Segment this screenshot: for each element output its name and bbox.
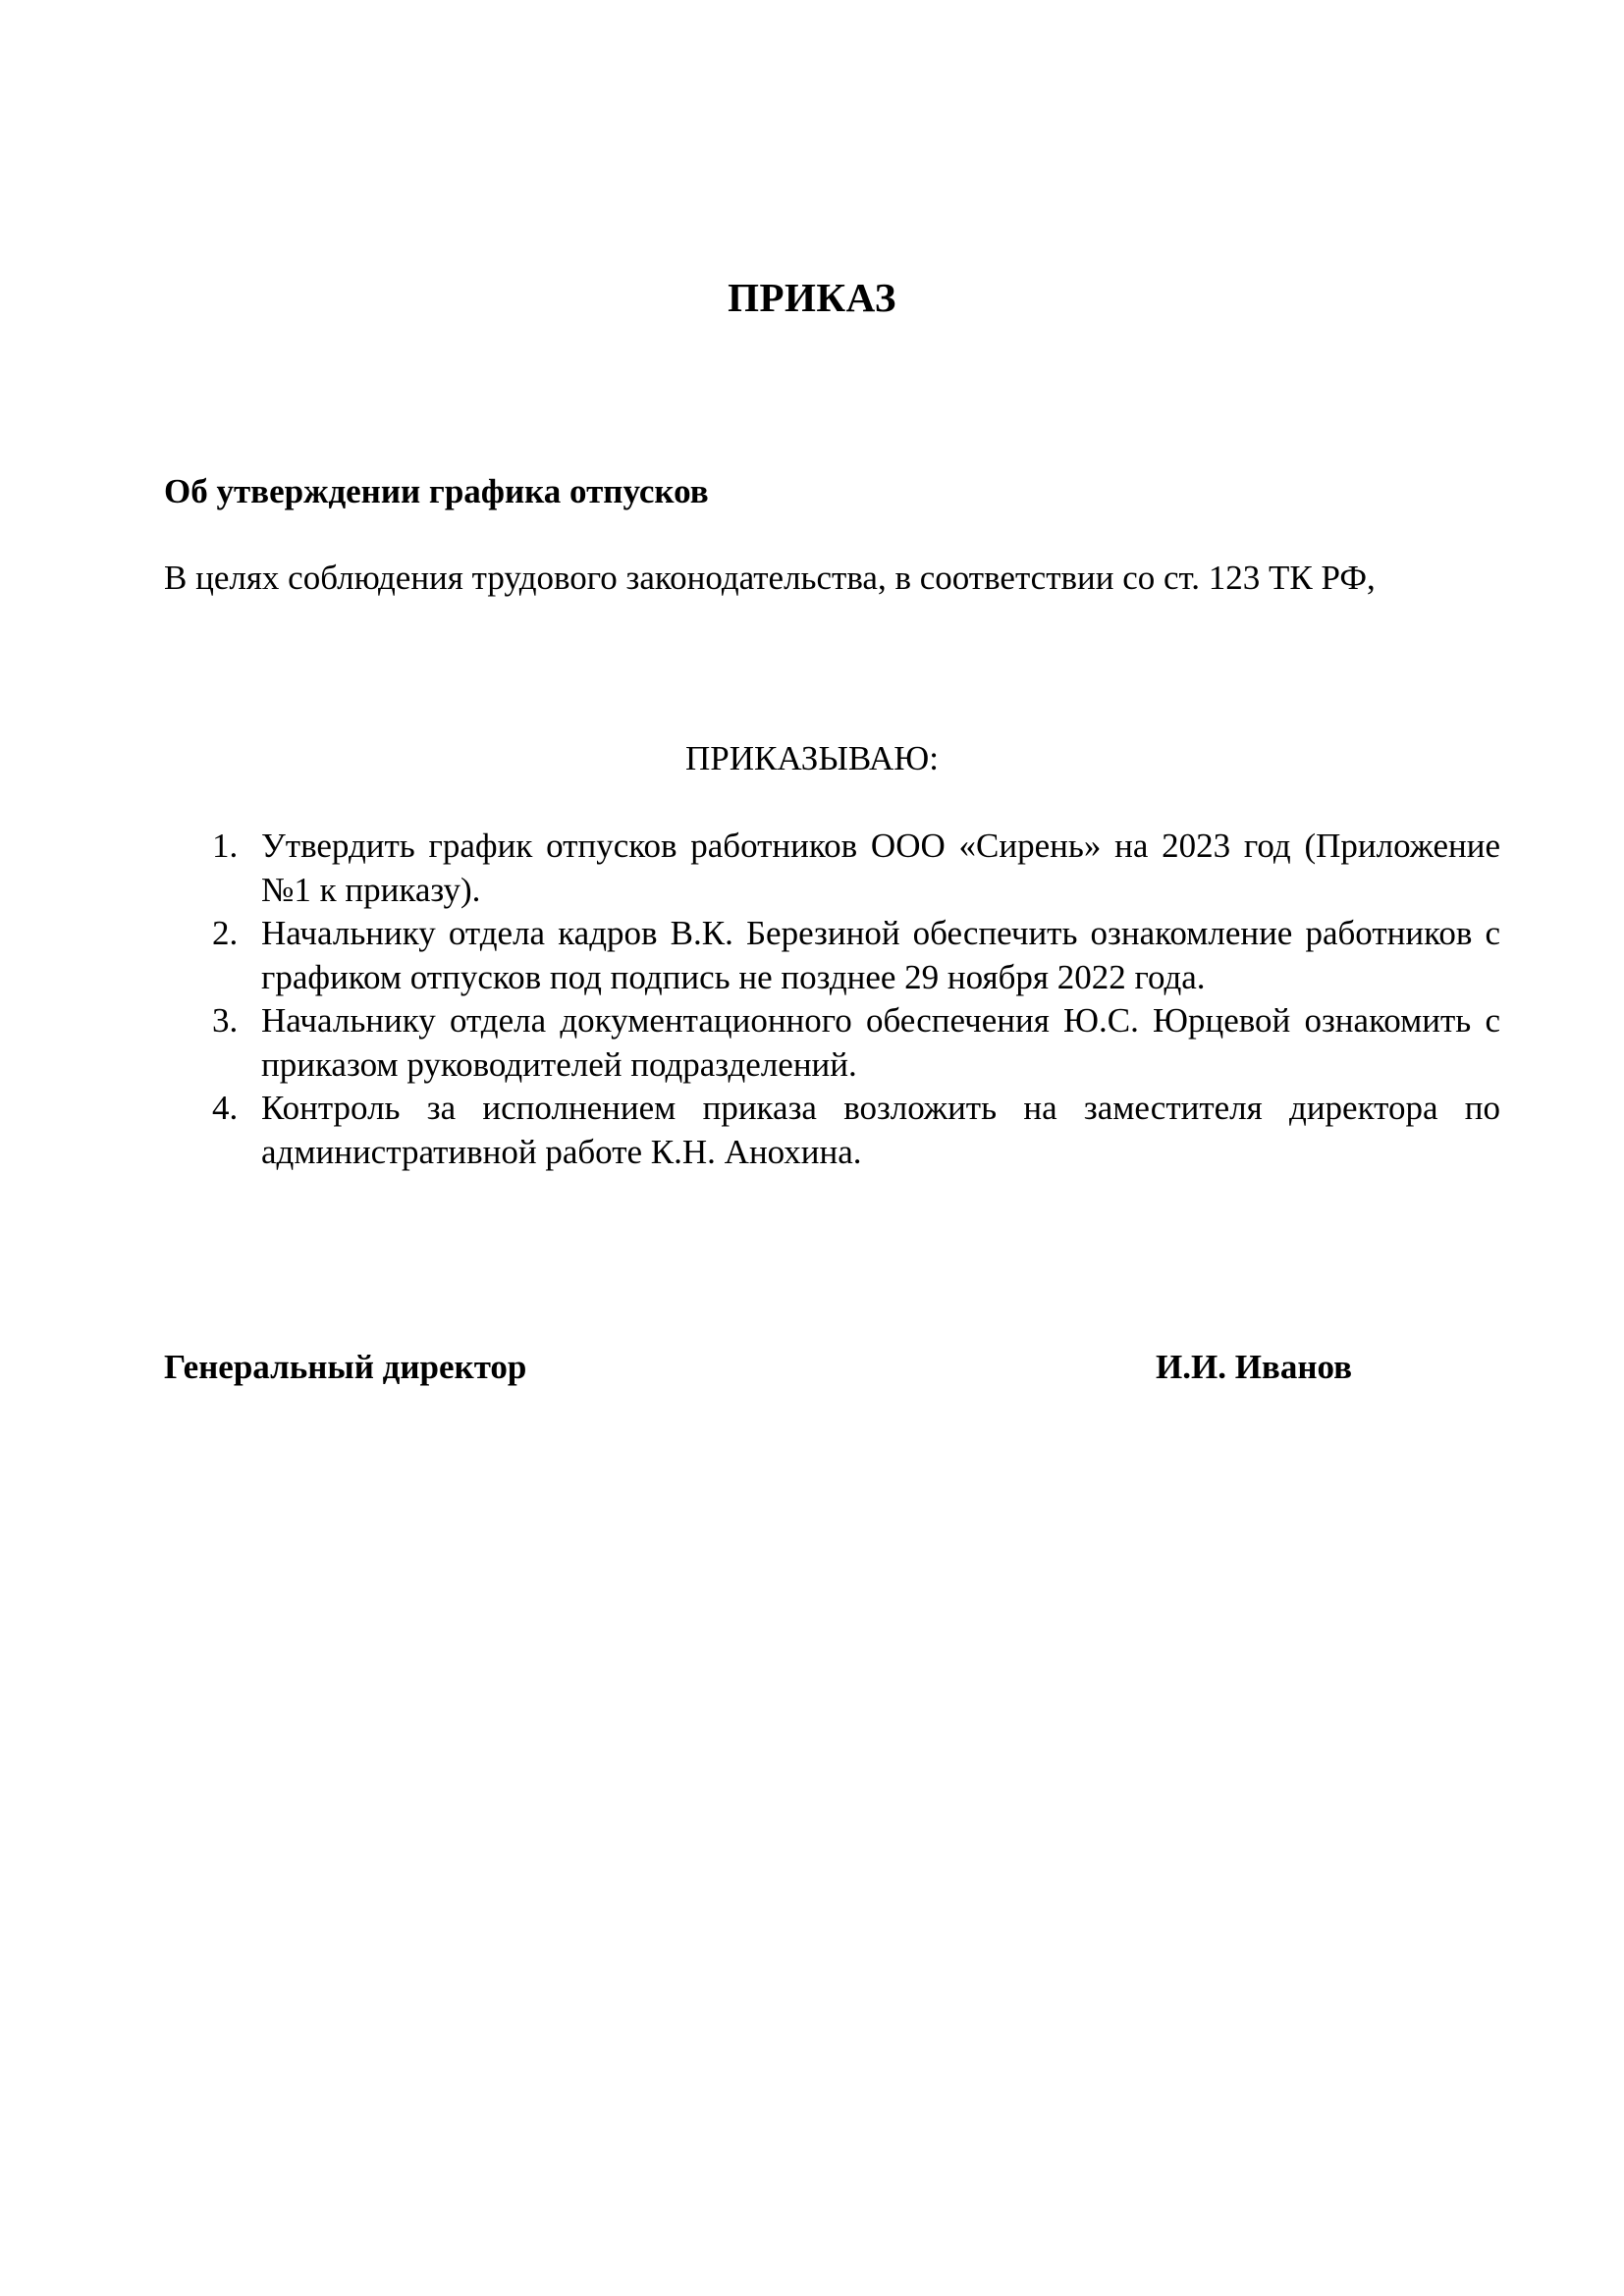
order-items-list (202, 825, 1500, 1174)
order-item-text: Контроль за исполнением приказа возложить на заместителя директора по административной работе К.Н. Анохина. (261, 1089, 1500, 1171)
signature-position: Генеральный директор (164, 1348, 527, 1386)
signature-name: И.И. Иванов (1156, 1348, 1353, 1386)
order-item-number: 4. (212, 1089, 239, 1127)
order-item-number: 1. (212, 827, 239, 865)
order-item (202, 825, 1500, 912)
order-item-text: Начальнику отдела кадров В.К. Березиной обеспечить ознакомление работников с графиком отпусков под подпись не позднее 29 ноября 2022 года. (261, 914, 1500, 996)
order-item-number: 2. (212, 914, 239, 952)
document-title: ПРИКАЗ (728, 275, 896, 320)
order-word: ПРИКАЗЫВАЮ: (685, 739, 939, 777)
order-item (202, 999, 1500, 1087)
order-item-text: Утвердить график отпусков работников ООО «Сирень» на 2023 год (Приложение №1 к приказу). (261, 827, 1500, 909)
document-subject: Об утверждении графика отпусков (164, 472, 709, 510)
order-item (202, 912, 1500, 999)
order-item-text: Начальнику отдела документационного обеспечения Ю.С. Юрцевой ознакомить с приказом руководителей подразделений. (261, 1001, 1500, 1084)
order-item-number: 3. (212, 1001, 239, 1040)
order-item (202, 1087, 1500, 1174)
document-preamble: В целях соблюдения трудового законодательства, в соответствии со ст. 123 ТК РФ, (164, 559, 1376, 597)
